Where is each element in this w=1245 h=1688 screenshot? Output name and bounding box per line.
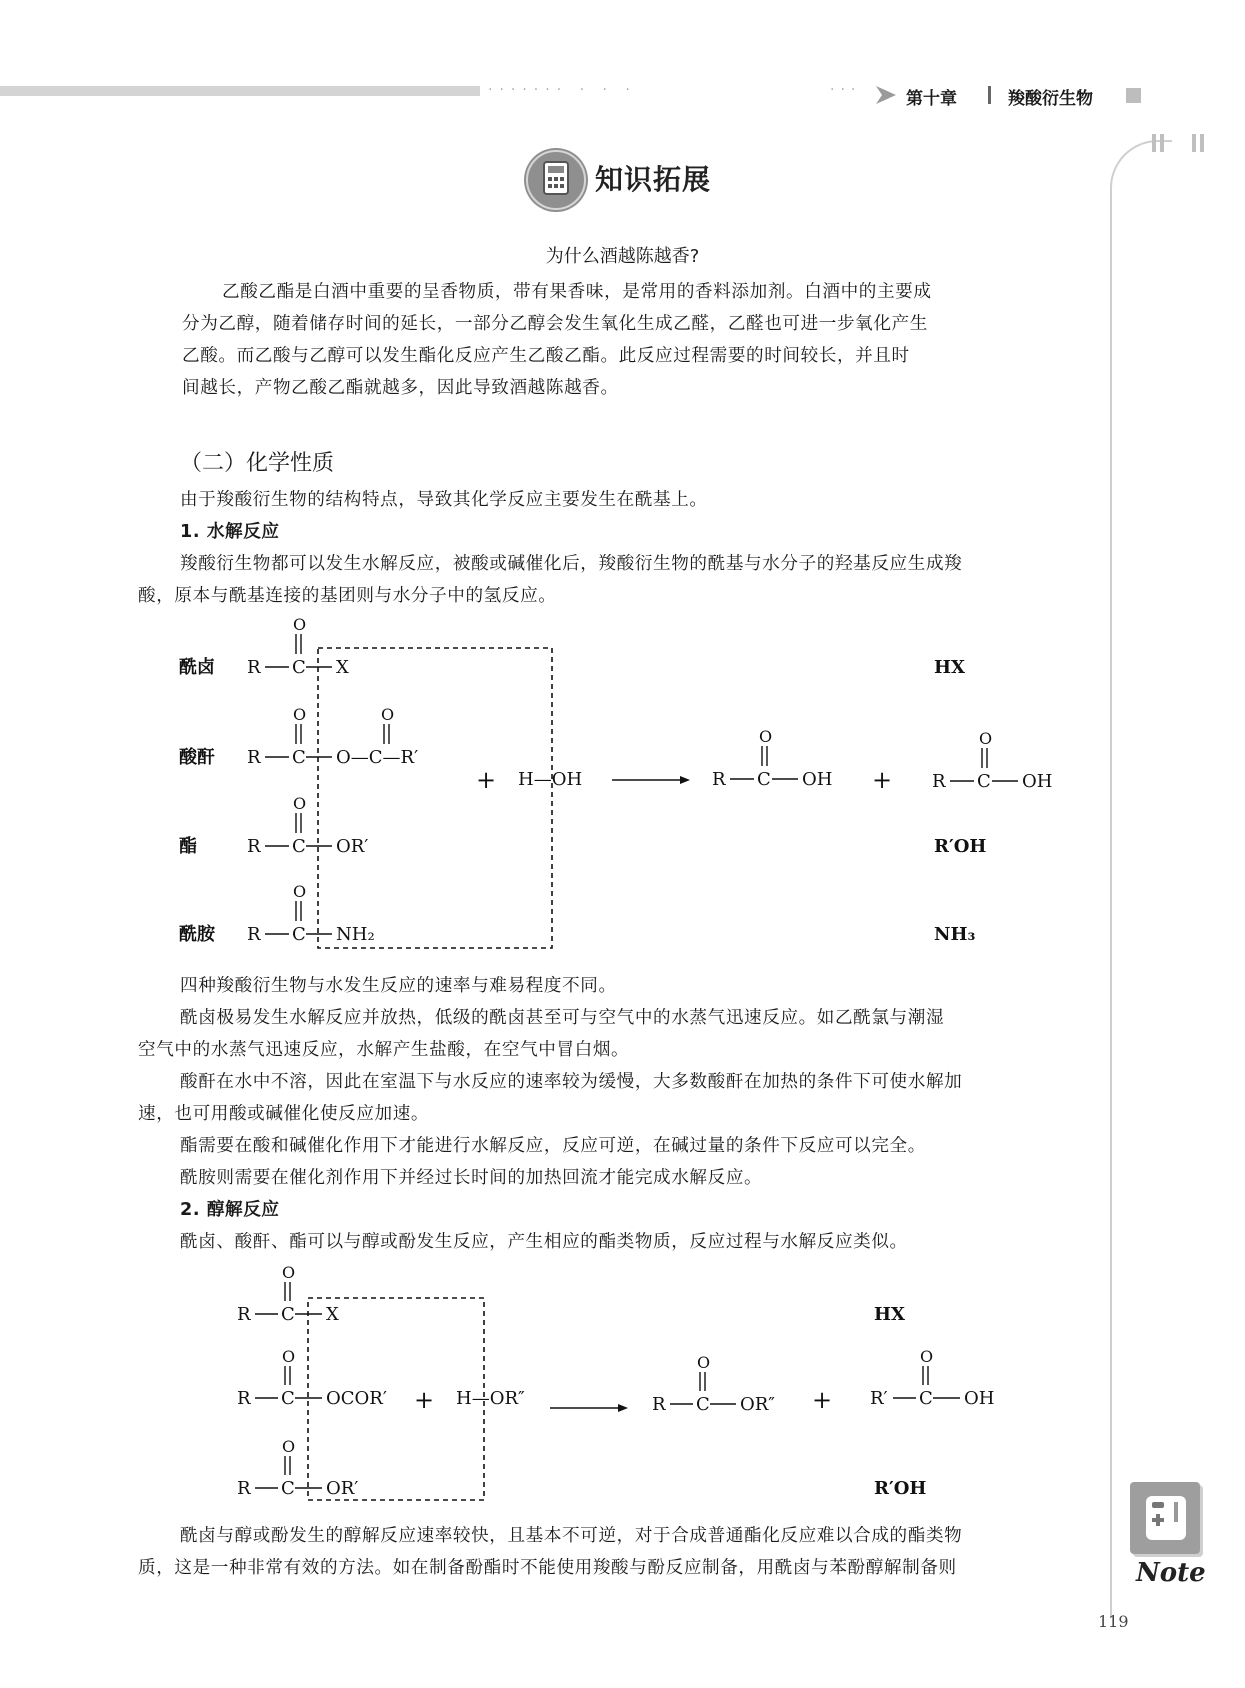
hydrolysis-after: 酰卤极易发生水解反应并放热，低级的酰卤甚至可与空气中的水蒸气迅速反应。如乙酰氯与潮湿 bbox=[180, 1008, 945, 1028]
reactant-group: X bbox=[336, 657, 349, 678]
label-anhydride: 酸酐 bbox=[179, 747, 215, 768]
svg-text:OH: OH bbox=[964, 1388, 995, 1409]
svg-text:C: C bbox=[757, 769, 771, 790]
knowledge-line: 分为乙醇，随着储存时间的延长，一部分乙醇会发生氧化生成乙醛，乙醛也可进一步氧化产生 bbox=[182, 314, 928, 334]
svg-text:C: C bbox=[281, 1304, 295, 1325]
reactant-group: OCOR′ bbox=[326, 1388, 387, 1409]
hydrolysis-text: 酸，原本与酰基连接的基团则与水分子中的氢反应。 bbox=[138, 586, 557, 606]
calculator-icon bbox=[526, 150, 586, 210]
header-dots-right: ··· bbox=[830, 82, 862, 98]
side-product: R′OH bbox=[934, 836, 987, 857]
knowledge-heading: 知识拓展 bbox=[595, 163, 712, 196]
margin-tick bbox=[1200, 134, 1204, 152]
hydrolysis-after: 四种羧酸衍生物与水发生反应的速率与难易程度不同。 bbox=[180, 976, 617, 996]
alcoholysis-scheme bbox=[0, 1258, 1100, 1508]
svg-text:O: O bbox=[920, 1347, 934, 1366]
svg-text:R: R bbox=[247, 836, 261, 857]
alcoholysis-heading: 2. 醇解反应 bbox=[180, 1200, 280, 1220]
svg-text:O: O bbox=[293, 705, 307, 724]
svg-text:C: C bbox=[292, 747, 306, 768]
knowledge-line: 间越长，产物乙酸乙酯就越多，因此导致酒越陈越香。 bbox=[182, 378, 619, 398]
svg-text:R: R bbox=[237, 1388, 251, 1409]
svg-text:+: + bbox=[872, 766, 893, 794]
note-label: Note bbox=[1136, 1558, 1206, 1588]
chapter-label: 第十章 bbox=[906, 89, 957, 109]
hydrolysis-text: 羧酸衍生物都可以发生水解反应，被酸或碱催化后，羧酸衍生物的酰基与水分子的羟基反应生成羧 bbox=[180, 554, 963, 574]
side-product: NH₃ bbox=[934, 924, 976, 945]
page-number: 119 bbox=[1098, 1612, 1129, 1631]
note-icon-inner bbox=[1146, 1496, 1186, 1540]
hydrolysis-heading: 1. 水解反应 bbox=[180, 522, 280, 542]
svg-text:C: C bbox=[281, 1388, 295, 1409]
svg-text:R: R bbox=[247, 924, 261, 945]
svg-text:R′: R′ bbox=[870, 1388, 888, 1409]
svg-text:R: R bbox=[932, 771, 946, 792]
svg-text:R: R bbox=[652, 1394, 666, 1415]
reactant-group: X bbox=[326, 1304, 339, 1325]
svg-text:O: O bbox=[979, 729, 993, 748]
svg-text:+: + bbox=[812, 1386, 833, 1414]
svg-text:OH: OH bbox=[802, 769, 833, 790]
reactant-group: OR′ bbox=[326, 1478, 359, 1499]
side-product: HX bbox=[934, 657, 965, 678]
svg-text:R: R bbox=[237, 1304, 251, 1325]
svg-text:OH: OH bbox=[1022, 771, 1053, 792]
hydrolysis-after: 酸酐在水中不溶，因此在室温下与水反应的速率较为缓慢，大多数酸酐在加热的条件下可使水解加 bbox=[180, 1072, 963, 1092]
knowledge-line: 乙酸。而乙酸与乙醇可以发生酯化反应产生乙酸乙酯。此反应过程需要的时间较长，并且时 bbox=[182, 346, 910, 366]
margin-tick bbox=[1192, 134, 1196, 152]
alcoholysis-after: 质，这是一种非常有效的方法。如在制备酚酯时不能使用羧酸与酚反应制备，用酰卤与苯酚醇解制备则 bbox=[138, 1558, 957, 1578]
header-dots: ······· · · · bbox=[488, 82, 637, 98]
label-amide: 酰胺 bbox=[179, 924, 215, 945]
label-acyl-halide: 酰卤 bbox=[179, 657, 215, 678]
svg-text:O: O bbox=[282, 1437, 296, 1456]
margin-line bbox=[1110, 188, 1112, 1618]
hydrolysis-after: 空气中的水蒸气迅速反应，水解产生盐酸，在空气中冒白烟。 bbox=[138, 1040, 630, 1060]
svg-text:O: O bbox=[759, 727, 773, 746]
header-square bbox=[1126, 88, 1141, 103]
svg-text:O: O bbox=[381, 705, 395, 724]
svg-text:O: O bbox=[697, 1353, 711, 1372]
svg-text:R: R bbox=[712, 769, 726, 790]
reactant-group: OR′ bbox=[336, 836, 369, 857]
header-separator bbox=[988, 86, 991, 104]
svg-text:O: O bbox=[293, 882, 307, 901]
svg-text:O: O bbox=[282, 1263, 296, 1282]
svg-text:O: O bbox=[293, 794, 307, 813]
alcoholysis-intro: 酰卤、酸酐、酯可以与醇或酚发生反应，产生相应的酯类物质，反应过程与水解反应类似。 bbox=[180, 1232, 908, 1252]
svg-text:+: + bbox=[476, 766, 497, 794]
side-product: R′OH bbox=[874, 1478, 927, 1499]
label-ester: 酯 bbox=[179, 836, 197, 857]
svg-text:O: O bbox=[293, 615, 307, 634]
hydrolysis-scheme bbox=[0, 610, 1100, 960]
hydrolysis-after: 酰胺则需要在催化剂作用下并经过长时间的加热回流才能完成水解反应。 bbox=[180, 1168, 763, 1188]
alcoholysis-after: 酰卤与醇或酚发生的醇解反应速率较快，且基本不可逆，对于合成普通酯化反应难以合成的酯类物 bbox=[180, 1526, 963, 1546]
svg-text:C: C bbox=[977, 771, 991, 792]
section-intro: 由于羧酸衍生物的结构特点，导致其化学反应主要发生在酰基上。 bbox=[180, 490, 708, 510]
svg-text:C: C bbox=[292, 657, 306, 678]
margin-tick bbox=[1160, 134, 1164, 152]
svg-text:C: C bbox=[292, 836, 306, 857]
reactant-group: O—C—R′ bbox=[336, 747, 419, 768]
margin-tick bbox=[1152, 134, 1156, 152]
knowledge-subtitle: 为什么酒越陈越香? bbox=[545, 246, 700, 267]
chapter-title: 羧酸衍生物 bbox=[1008, 89, 1093, 109]
svg-text:R: R bbox=[247, 747, 261, 768]
hydrolysis-after: 酯需要在酸和碱催化作用下才能进行水解反应，反应可逆，在碱过量的条件下反应可以完全。 bbox=[180, 1136, 926, 1156]
section-heading: （二）化学性质 bbox=[180, 451, 335, 476]
svg-text:C: C bbox=[281, 1478, 295, 1499]
svg-text:R: R bbox=[247, 657, 261, 678]
svg-text:C: C bbox=[919, 1388, 933, 1409]
chevron-right-icon bbox=[876, 86, 898, 104]
svg-text:C: C bbox=[292, 924, 306, 945]
reactant-group: NH₂ bbox=[336, 924, 375, 945]
product-group: OR″ bbox=[740, 1394, 776, 1415]
knowledge-line: 乙酸乙酯是白酒中重要的呈香物质，带有果香味，是常用的香料添加剂。白酒中的主要成 bbox=[222, 282, 932, 302]
reagent: H—OR″ bbox=[456, 1388, 525, 1409]
side-product: HX bbox=[874, 1304, 905, 1325]
svg-text:R: R bbox=[237, 1478, 251, 1499]
hydrolysis-after: 速，也可用酸或碱催化使反应加速。 bbox=[138, 1104, 430, 1124]
svg-text:+: + bbox=[414, 1386, 435, 1414]
header-bar bbox=[0, 86, 480, 96]
svg-text:C: C bbox=[696, 1394, 710, 1415]
svg-text:O: O bbox=[282, 1347, 296, 1366]
reagent: H—OH bbox=[518, 769, 583, 790]
